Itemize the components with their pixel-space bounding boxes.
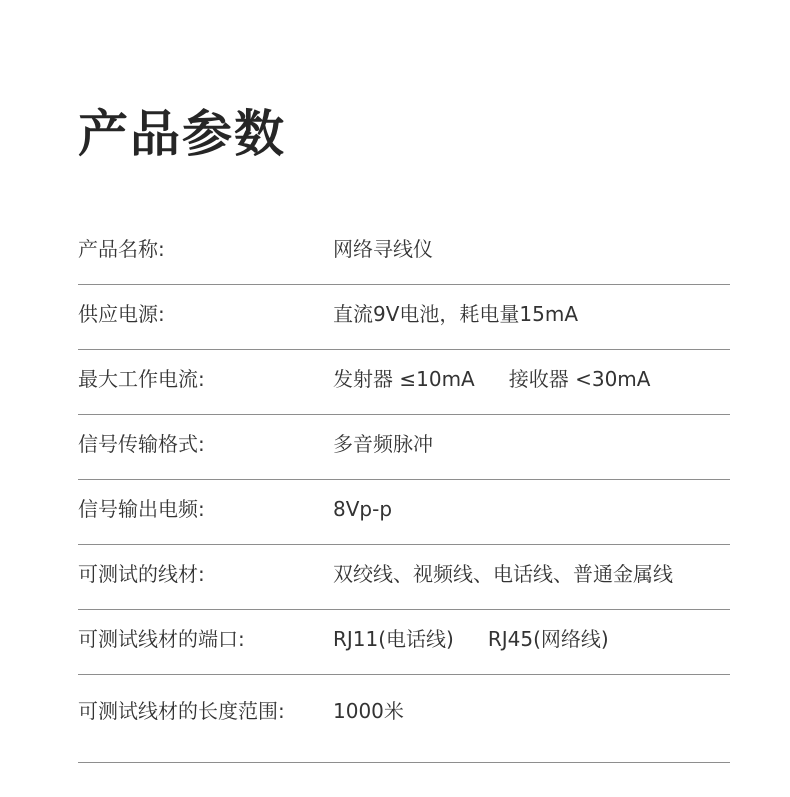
spec-value: 多音频脉冲 — [333, 432, 433, 456]
spec-value: 网络寻线仪 — [333, 237, 433, 261]
spec-row-output-level — [78, 480, 730, 545]
spec-row-max-current — [78, 350, 730, 415]
spec-value-receiver: 接收器 <30mA — [508, 367, 651, 391]
page-title: 产品参数 — [78, 105, 286, 163]
spec-table — [78, 220, 730, 763]
spec-row-product-name — [78, 220, 730, 285]
spec-value-transmitter: 发射器 ≤10mA — [333, 367, 475, 391]
spec-value: 8Vp-p — [333, 497, 393, 521]
spec-value: 双绞线、视频线、电话线、普通金属线 — [333, 562, 673, 586]
spec-label: 信号输出电频: — [78, 497, 205, 521]
spec-value-group — [333, 365, 650, 393]
spec-label: 最大工作电流: — [78, 367, 205, 391]
spec-row-power-supply — [78, 285, 730, 350]
spec-label: 可测试线材的长度范围: — [78, 699, 285, 723]
spec-value: 1000米 — [333, 699, 404, 723]
spec-label: 信号传输格式: — [78, 432, 205, 456]
spec-row-signal-format — [78, 415, 730, 480]
spec-value-rj11: RJ11(电话线) — [333, 627, 454, 651]
spec-row-length-range — [78, 675, 730, 763]
spec-row-testable-ports — [78, 610, 730, 675]
spec-value-group — [333, 625, 609, 653]
spec-label: 产品名称: — [78, 237, 165, 261]
spec-label: 供应电源: — [78, 302, 165, 326]
spec-row-testable-cables — [78, 545, 730, 610]
spec-value: 直流9V电池，耗电量15mA — [333, 302, 579, 326]
spec-label: 可测试的线材: — [78, 562, 205, 586]
spec-label: 可测试线材的端口: — [78, 627, 245, 651]
spec-value-rj45: RJ45(网络线) — [487, 627, 609, 651]
